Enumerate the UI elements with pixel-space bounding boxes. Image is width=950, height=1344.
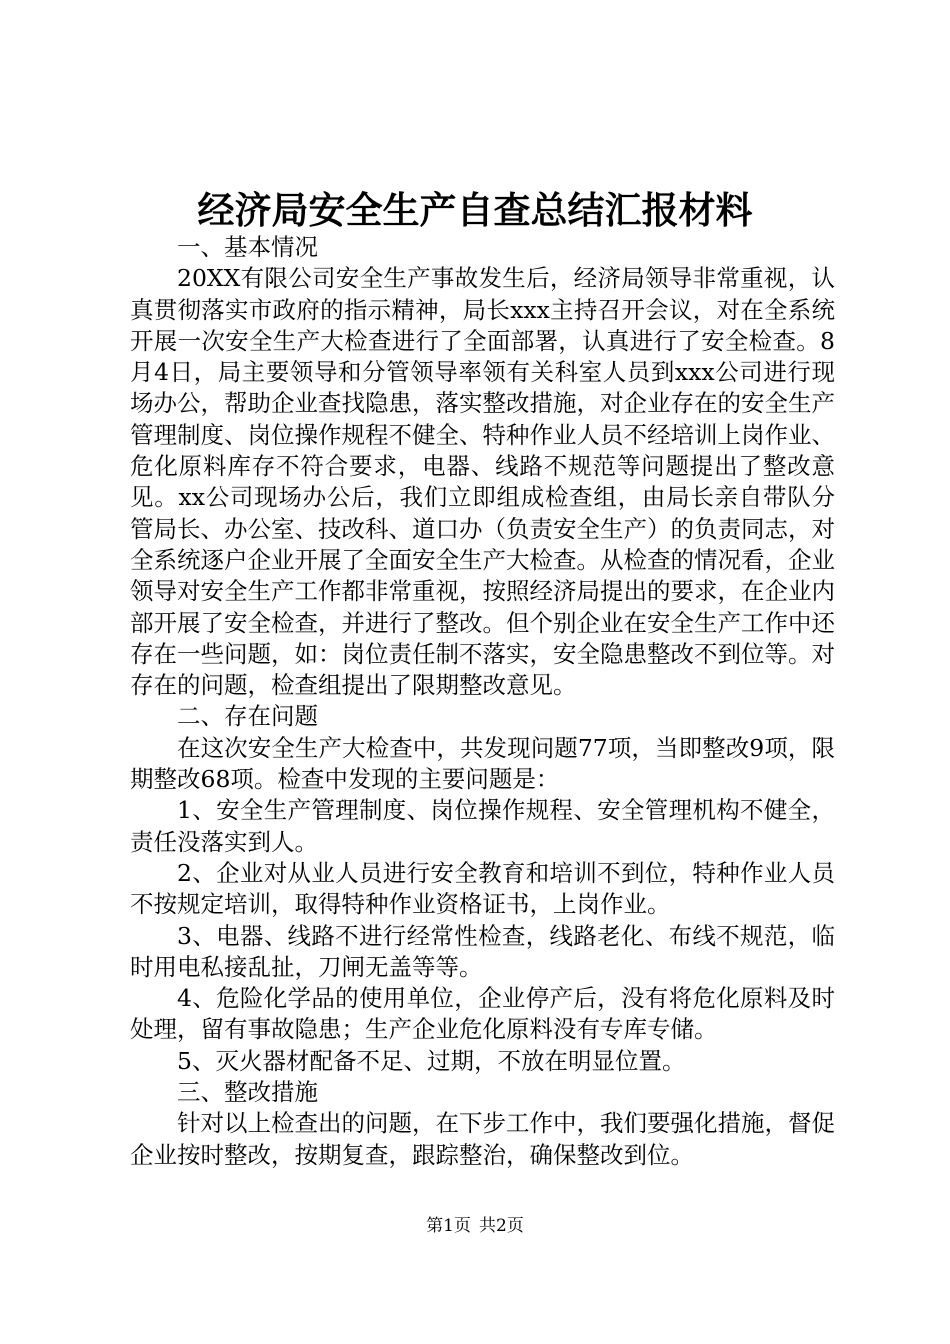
paragraph-problems-intro: 在这次安全生产大检查中，共发现问题77项，当即整改9项，限期整改68项。检查中发现的主要问题是：	[130, 733, 835, 794]
section-heading-measures: 三、整改措施	[177, 1078, 318, 1107]
document-title: 经济局安全生产自查总结汇报材料	[197, 188, 753, 232]
paragraph-basic-situation: 20XX有限公司安全生产事故发生后，经济局领导非常重视，认真贯彻落实市政府的指示精神，局长xxx主持召开会议，对在全系统开展一次安全生产大检查进行了全面部署，认真进行了安全检查。8月4日，局主要领导和分管领导率领有关科室人员到xxx公司进行现场办公，帮助企业查找隐患，落实整改措施，对企业存在的安全生产管理制度、岗位操作规程不健全、特种作业人员不经培训上岗作业、危化原料库存不符合要求，电器、线路不规范等问题提出了整改意见。xx公司现场办公后，我们立即组成检查组，由局长亲自带队分管局长、办公室、技改科、道口办（负责安全生产）的负责同志，对全系统逐户企业开展了全面安全生产大检查。从检查的情况看，企业领导对安全生产工作都非常重视，按照经济局提出的要求，在企业内部开展了安全检查，并进行了整改。但个别企业在安全生产工作中还存在一些问题，如：岗位责任制不落实，安全隐患整改不到位等。对存在的问题，检查组提出了限期整改意见。	[130, 264, 835, 700]
document-body	[130, 232, 835, 1171]
problem-item-4: 4、危险化学品的使用单位，企业停产后，没有将危化原料及时处理，留有事故隐患；生产企业危化原料没有专库专储。	[130, 984, 835, 1044]
problem-item-5: 5、灭火器材配备不足、过期，不放在明显位置。	[177, 1046, 686, 1075]
paragraph-measures: 针对以上检查出的问题，在下步工作中，我们要强化措施，督促企业按时整改，按期复查，跟踪整治，确保整改到位。	[130, 1109, 835, 1169]
problem-item-3: 3、电器、线路不进行经常性检查，线路老化、布线不规范，临时用电私接乱扯，刀闸无盖等等。	[130, 921, 835, 981]
section-heading-problems: 二、存在问题	[177, 702, 318, 731]
page-number-current: 第1页	[426, 1216, 471, 1236]
problem-item-1: 1、安全生产管理制度、岗位操作规程、安全管理机构不健全，责任没落实到人。	[130, 796, 835, 856]
problem-item-2: 2、企业对从业人员进行安全教育和培训不到位，特种作业人员不按规定培训，取得特种作业资格证书，上岗作业。	[130, 858, 835, 919]
page-footer	[0, 1214, 950, 1238]
section-heading-basic: 一、基本情况	[177, 233, 318, 261]
page-number-total: 共2页	[479, 1216, 524, 1236]
